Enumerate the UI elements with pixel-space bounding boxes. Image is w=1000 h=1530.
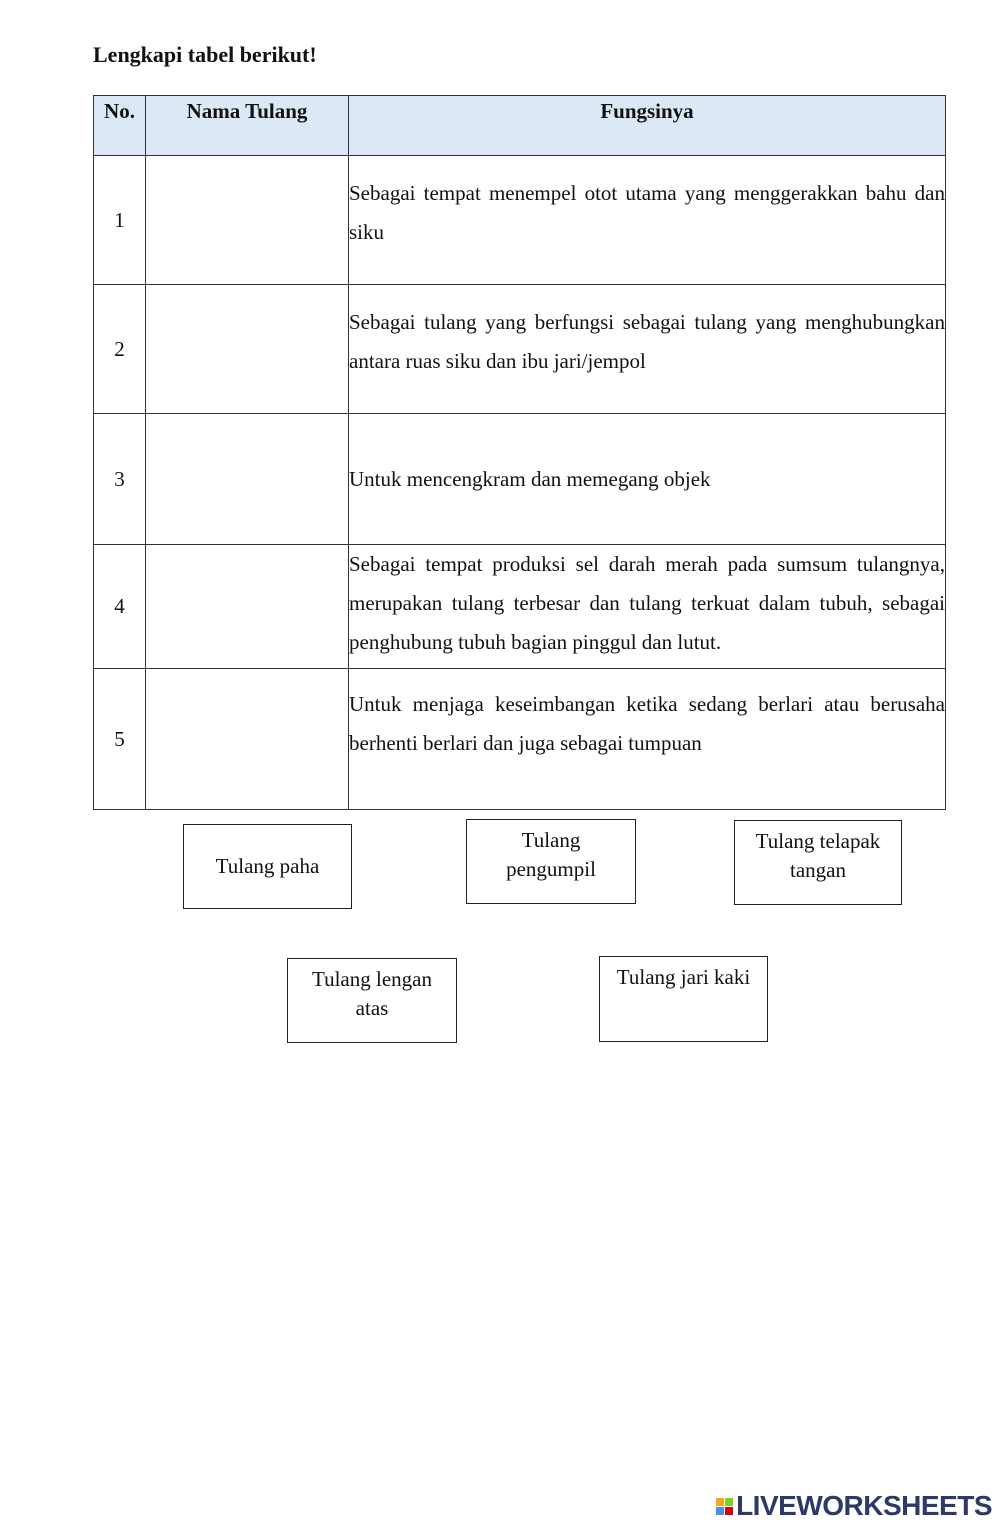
table-row [94,156,946,285]
row-number: 3 [94,414,146,545]
header-no: No. [94,96,146,156]
instruction-heading: Lengkapi tabel berikut! [93,42,317,67]
logo-square [725,1498,733,1506]
header-function: Fungsinya [349,96,946,156]
function-text: Sebagai tempat produksi sel darah merah pada sumsum tulangnya, merupakan tulang terbesar dan tulang terkuat dalam tubuh, sebagai penghubung tubuh bagian pinggul dan lutut. [349,545,946,669]
liveworksheets-logo [716,1490,992,1522]
brand-name: LIVEWORKSHEETS [736,1490,992,1521]
row-number: 5 [94,669,146,810]
option-label: Tulang lengan atas [312,967,432,1020]
answer-drop-zone[interactable] [146,414,349,545]
function-text: Untuk mencengkram dan memegang objek [349,414,946,545]
logo-square [716,1498,724,1506]
logo-squares-icon [716,1498,733,1515]
option-tulang-telapak-tangan[interactable] [734,820,902,905]
answer-drop-zone[interactable] [146,669,349,810]
option-tulang-pengumpil[interactable] [466,819,636,904]
table-row [94,285,946,414]
answer-drop-zone[interactable] [146,285,349,414]
option-label: Tulang telapak tangan [755,829,881,882]
table-row [94,669,946,810]
header-bone-name: Nama Tulang [146,96,349,156]
bones-table [93,95,946,810]
function-text: Untuk menjaga keseimbangan ketika sedang berlari atau berusaha berhenti berlari dan juga sebagai tumpuan [349,669,946,810]
table-row [94,545,946,669]
option-label: Tulang jari kaki [616,965,751,989]
logo-square [716,1507,724,1515]
logo-square [725,1507,733,1515]
row-number: 2 [94,285,146,414]
function-text: Sebagai tulang yang berfungsi sebagai tulang yang menghubungkan antara ruas siku dan ibu jari/jempol [349,285,946,414]
function-text: Sebagai tempat menempel otot utama yang menggerakkan bahu dan siku [349,156,946,285]
row-number: 1 [94,156,146,285]
answer-drop-zone[interactable] [146,156,349,285]
option-tulang-paha[interactable] [183,824,352,909]
option-tulang-lengan-atas[interactable] [287,958,457,1043]
option-tulang-jari-kaki[interactable] [599,956,768,1042]
option-label: Tulang paha [215,854,320,878]
row-number: 4 [94,545,146,669]
answer-drop-zone[interactable] [146,545,349,669]
table-row [94,414,946,545]
table-header-row [94,96,946,156]
option-label: Tulang pengumpil [506,828,596,881]
